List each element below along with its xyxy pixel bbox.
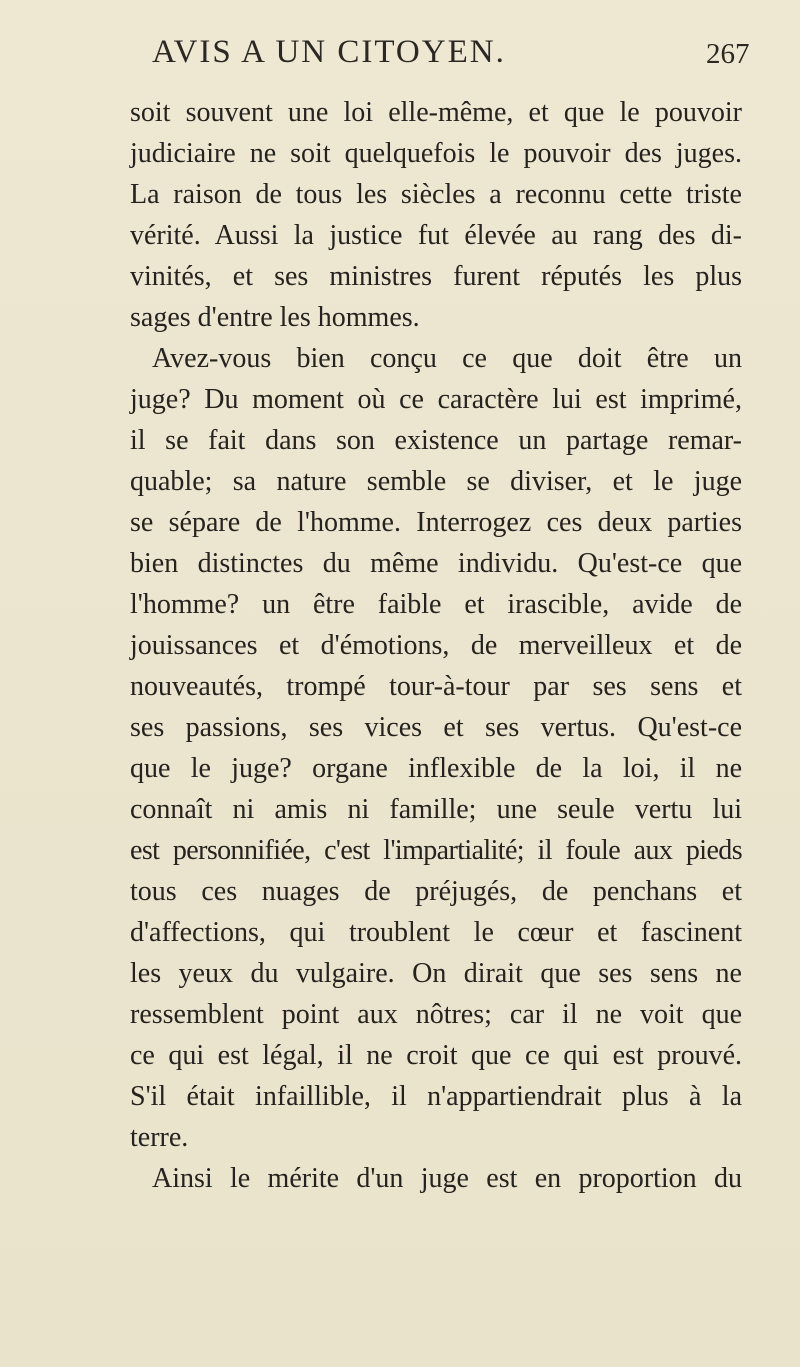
text-line: d'affections, qui troublent le cœur et fascinent [130, 917, 742, 948]
text-line: S'il était infaillible, il n'appartiendrait plus à la [130, 1081, 742, 1112]
text-line: vérité. Aussi la justice fut élevée au rang des di- [130, 220, 742, 251]
text-line: jouissances et d'émotions, de merveilleux et de [130, 630, 742, 661]
text-line: vinités, et ses ministres furent réputés les plus [130, 261, 742, 292]
text-line: quable; sa nature semble se diviser, et le juge [130, 466, 742, 497]
text-line: soit souvent une loi elle-même, et que le pouvoir [130, 97, 742, 128]
text-line: juge? Du moment où ce caractère lui est imprimé, [130, 384, 742, 415]
paragraph-start-line: Ainsi le mérite d'un juge est en proportion du [152, 1163, 742, 1194]
text-line: judiciaire ne soit quelquefois le pouvoir des juges. [130, 138, 742, 169]
text-line: connaît ni amis ni famille; une seule vertu lui [130, 794, 742, 825]
text-line: ses passions, ses vices et ses vertus. Qu'est-ce [130, 712, 742, 743]
text-line: tous ces nuages de préjugés, de penchans et [130, 876, 742, 907]
page-number: 267 [706, 38, 750, 70]
text-line: ressemblent point aux nôtres; car il ne voit que [130, 999, 742, 1030]
text-line: nouveautés, trompé tour-à-tour par ses sens et [130, 671, 742, 702]
running-title: AVIS A UN CITOYEN. [152, 34, 506, 70]
text-line: il se fait dans son existence un partage remar- [130, 425, 742, 456]
text-line: que le juge? organe inflexible de la loi, il ne [130, 753, 742, 784]
text-line: La raison de tous les siècles a reconnu cette triste [130, 179, 742, 210]
text-line: l'homme? un être faible et irascible, avide de [130, 589, 742, 620]
text-line: les yeux du vulgaire. On dirait que ses sens ne [130, 958, 742, 989]
running-header [152, 30, 752, 80]
paragraph-end-line: sages d'entre les hommes. [130, 302, 420, 333]
text-line: est personnifiée, c'est l'impartialité; il foule aux pieds [130, 835, 742, 866]
text-line: ce qui est légal, il ne croit que ce qui est prouvé. [130, 1040, 742, 1071]
paragraph-end-line: terre. [130, 1122, 189, 1153]
paragraph-start-line: Avez-vous bien conçu ce que doit être un [152, 343, 742, 374]
text-line: se sépare de l'homme. Interrogez ces deux parties [130, 507, 742, 538]
text-line: bien distinctes du même individu. Qu'est-ce que [130, 548, 742, 579]
